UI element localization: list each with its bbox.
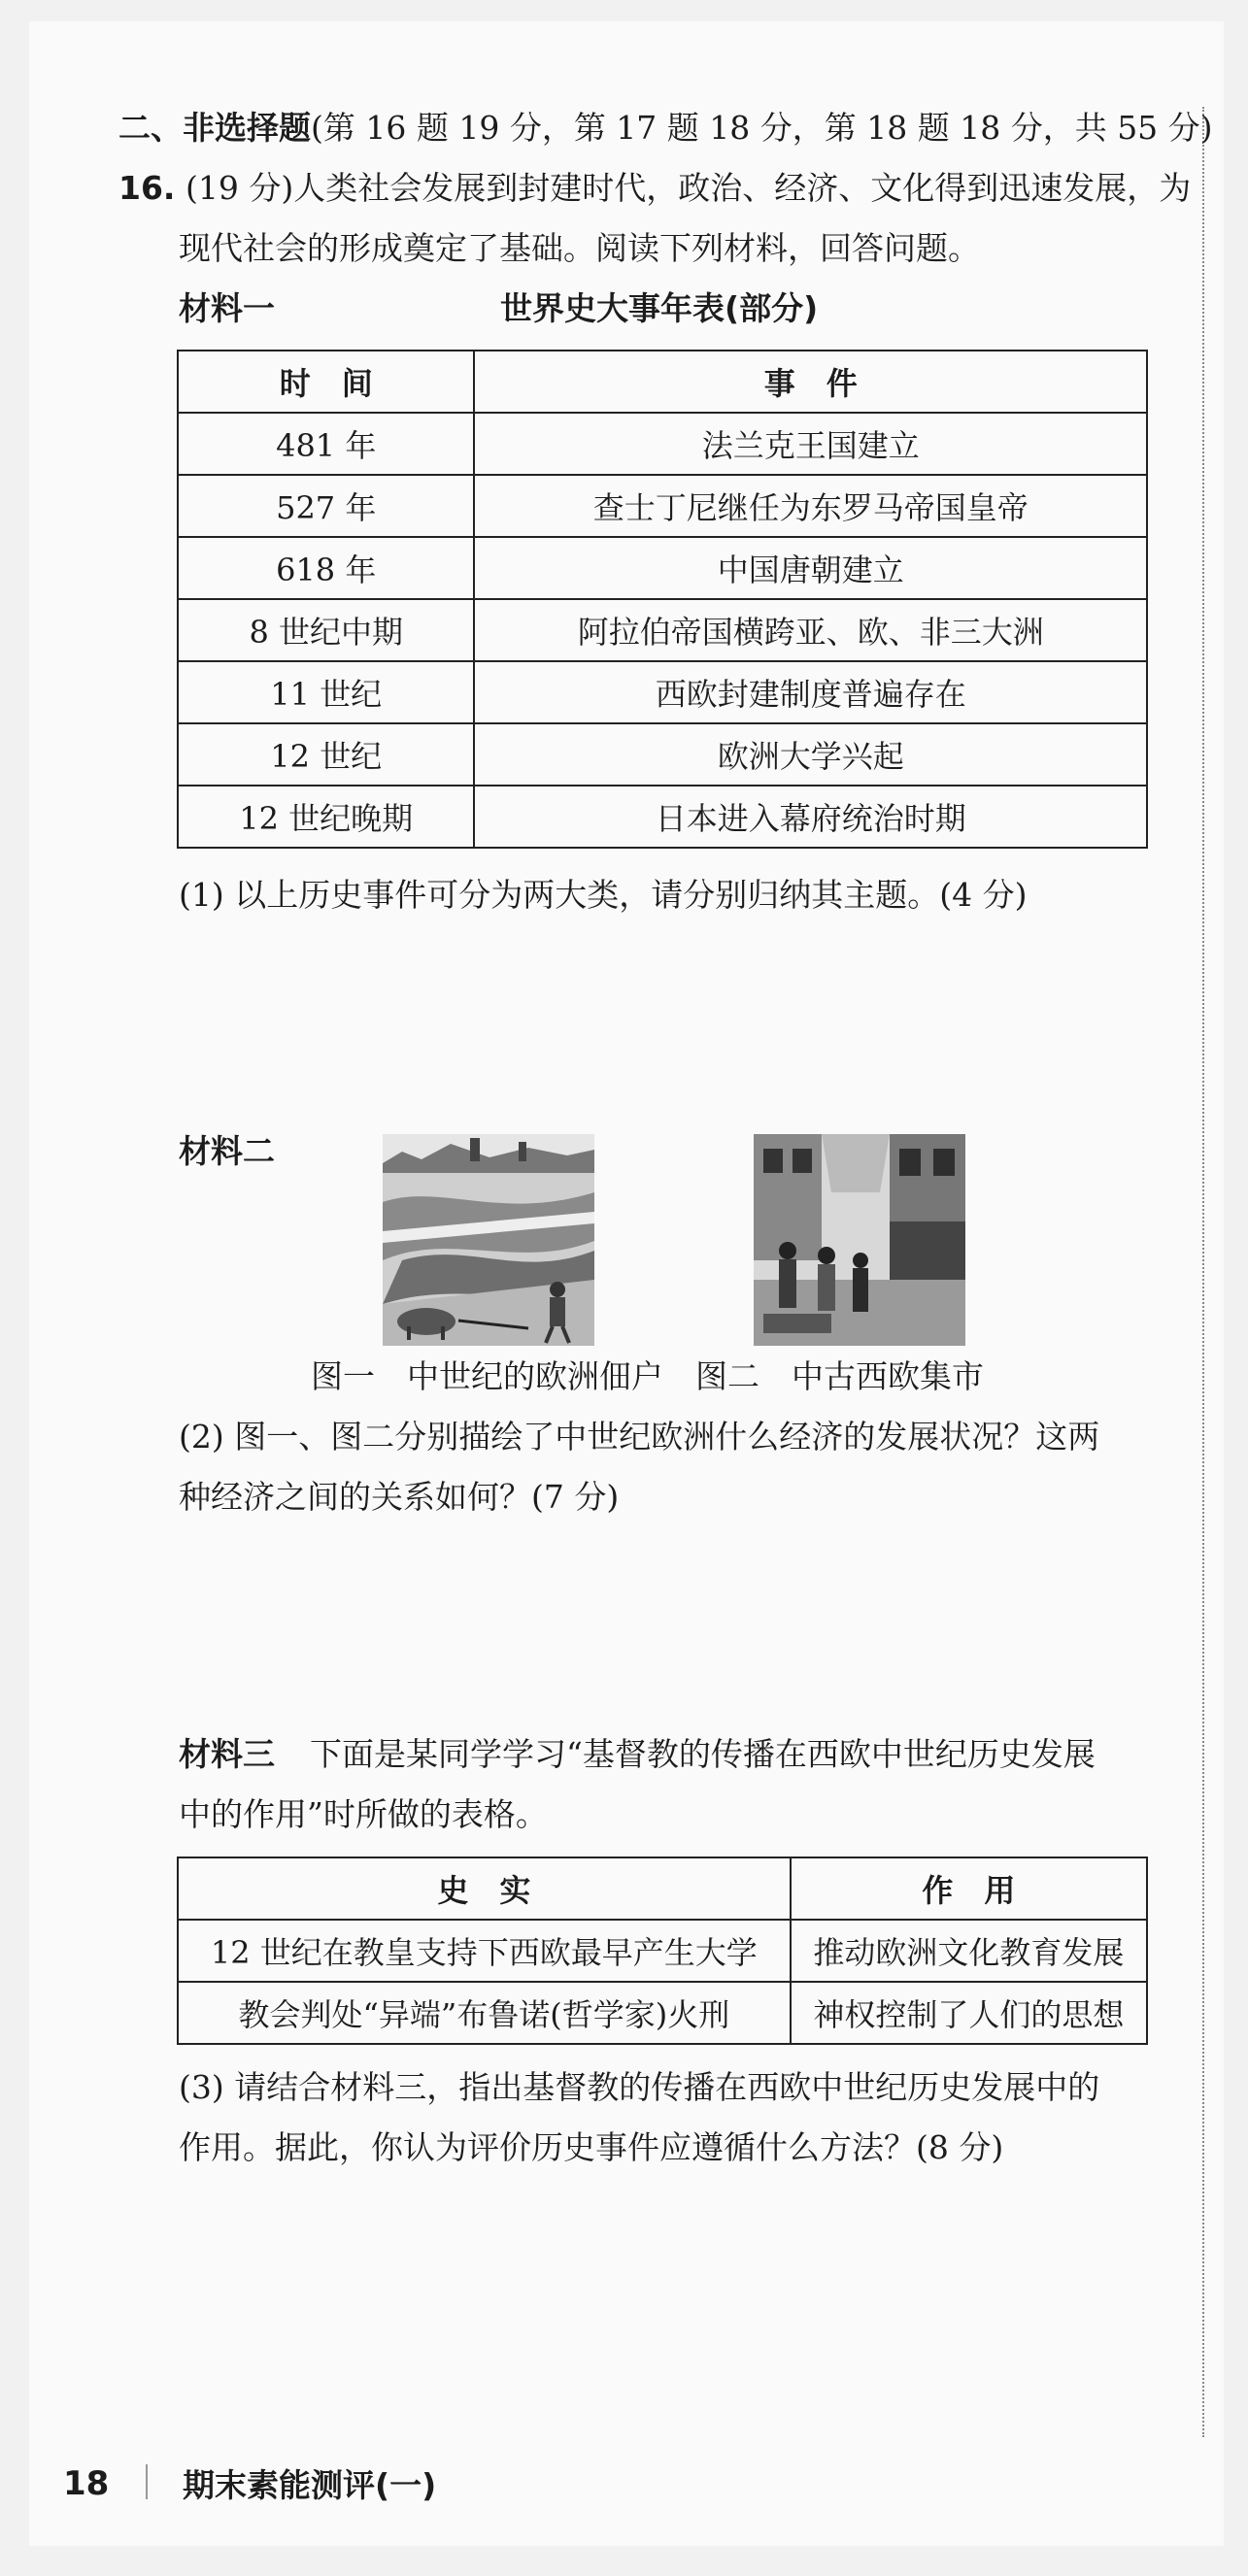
footer-divider xyxy=(146,2464,148,2499)
footer-title: 期末素能测评(一) xyxy=(183,2466,437,2504)
table-row xyxy=(178,661,1147,723)
cell-time: 12 世纪 xyxy=(178,723,474,786)
cell-event: 中国唐朝建立 xyxy=(474,537,1147,599)
table-row xyxy=(178,599,1147,661)
table-row xyxy=(178,723,1147,786)
material3-intro-line1: 下面是某同学学习“基督教的传播在西欧中世纪历史发展 xyxy=(310,1735,1096,1773)
cell-event: 日本进入幕府统治时期 xyxy=(474,786,1147,848)
table-header-row xyxy=(178,1857,1147,1920)
table-row xyxy=(178,537,1147,599)
question-3-line1: (3) 请结合材料三，指出基督教的传播在西欧中世纪历史发展中的 xyxy=(179,2068,1100,2106)
material1-label: 材料一 xyxy=(179,289,275,327)
table-row xyxy=(178,475,1147,537)
header-event: 事 件 xyxy=(474,351,1147,413)
christianity-role-table xyxy=(177,1857,1148,2045)
cell-time: 12 世纪晚期 xyxy=(178,786,474,848)
table-row xyxy=(178,786,1147,848)
cell-time: 618 年 xyxy=(178,537,474,599)
header-role: 作 用 xyxy=(791,1857,1147,1920)
cell-event: 查士丁尼继任为东罗马帝国皇帝 xyxy=(474,475,1147,537)
figure-caption: 图一 中世纪的欧洲佃户 图二 中古西欧集市 xyxy=(311,1357,984,1395)
cell-role: 神权控制了人们的思想 xyxy=(791,1982,1147,2044)
question-16-intro xyxy=(118,167,1191,210)
question-intro-line1: (19 分)人类社会发展到封建时代，政治、经济、文化得到迅速发展，为 xyxy=(185,169,1192,207)
cell-event: 西欧封建制度普遍存在 xyxy=(474,661,1147,723)
cell-event: 欧洲大学兴起 xyxy=(474,723,1147,786)
page-number: 18 xyxy=(63,2464,110,2503)
event-table xyxy=(177,350,1148,849)
section-heading xyxy=(118,107,1213,150)
cell-event: 阿拉伯帝国横跨亚、欧、非三大洲 xyxy=(474,599,1147,661)
question-intro-line2: 现代社会的形成奠定了基础。阅读下列材料，回答问题。 xyxy=(179,229,980,267)
cell-time: 481 年 xyxy=(178,413,474,475)
cell-role: 推动欧洲文化教育发展 xyxy=(791,1920,1147,1982)
material3-label: 材料三 xyxy=(179,1735,275,1773)
material3-intro xyxy=(179,1733,1096,1776)
section-score-note: (第 16 题 19 分，第 17 题 18 分，第 18 题 18 分，共 55 分) xyxy=(311,109,1213,147)
cell-fact: 教会判处“异端”布鲁诺(哲学家)火刑 xyxy=(178,1982,791,2044)
question-3-line2: 作用。据此，你认为评价历史事件应遵循什么方法？(8 分) xyxy=(179,2128,1004,2166)
question-2-line1: (2) 图一、图二分别描绘了中世纪欧洲什么经济的发展状况？这两 xyxy=(179,1418,1100,1455)
figure1-tenant-farming-image xyxy=(383,1134,594,1346)
question-number: 16. xyxy=(118,169,176,207)
cell-time: 527 年 xyxy=(178,475,474,537)
table-row xyxy=(178,1982,1147,2044)
table-row xyxy=(178,1920,1147,1982)
material3-intro-line2: 中的作用”时所做的表格。 xyxy=(179,1795,548,1833)
material1-title: 世界史大事年表(部分) xyxy=(500,289,819,327)
header-fact: 史 实 xyxy=(178,1857,791,1920)
cell-time: 11 世纪 xyxy=(178,661,474,723)
cell-event: 法兰克王国建立 xyxy=(474,413,1147,475)
material2-label: 材料二 xyxy=(179,1132,275,1170)
cell-time: 8 世纪中期 xyxy=(178,599,474,661)
header-time: 时 间 xyxy=(178,351,474,413)
question-2-line2: 种经济之间的关系如何？(7 分) xyxy=(179,1478,620,1516)
cut-line xyxy=(1202,107,1204,2437)
section-heading-label: 二、非选择题 xyxy=(118,109,311,147)
cell-fact: 12 世纪在教皇支持下西欧最早产生大学 xyxy=(178,1920,791,1982)
question-1: (1) 以上历史事件可分为两大类，请分别归纳其主题。(4 分) xyxy=(179,876,1028,914)
figure2-market-image xyxy=(754,1134,965,1346)
table-header-row xyxy=(178,351,1147,413)
table-row xyxy=(178,413,1147,475)
